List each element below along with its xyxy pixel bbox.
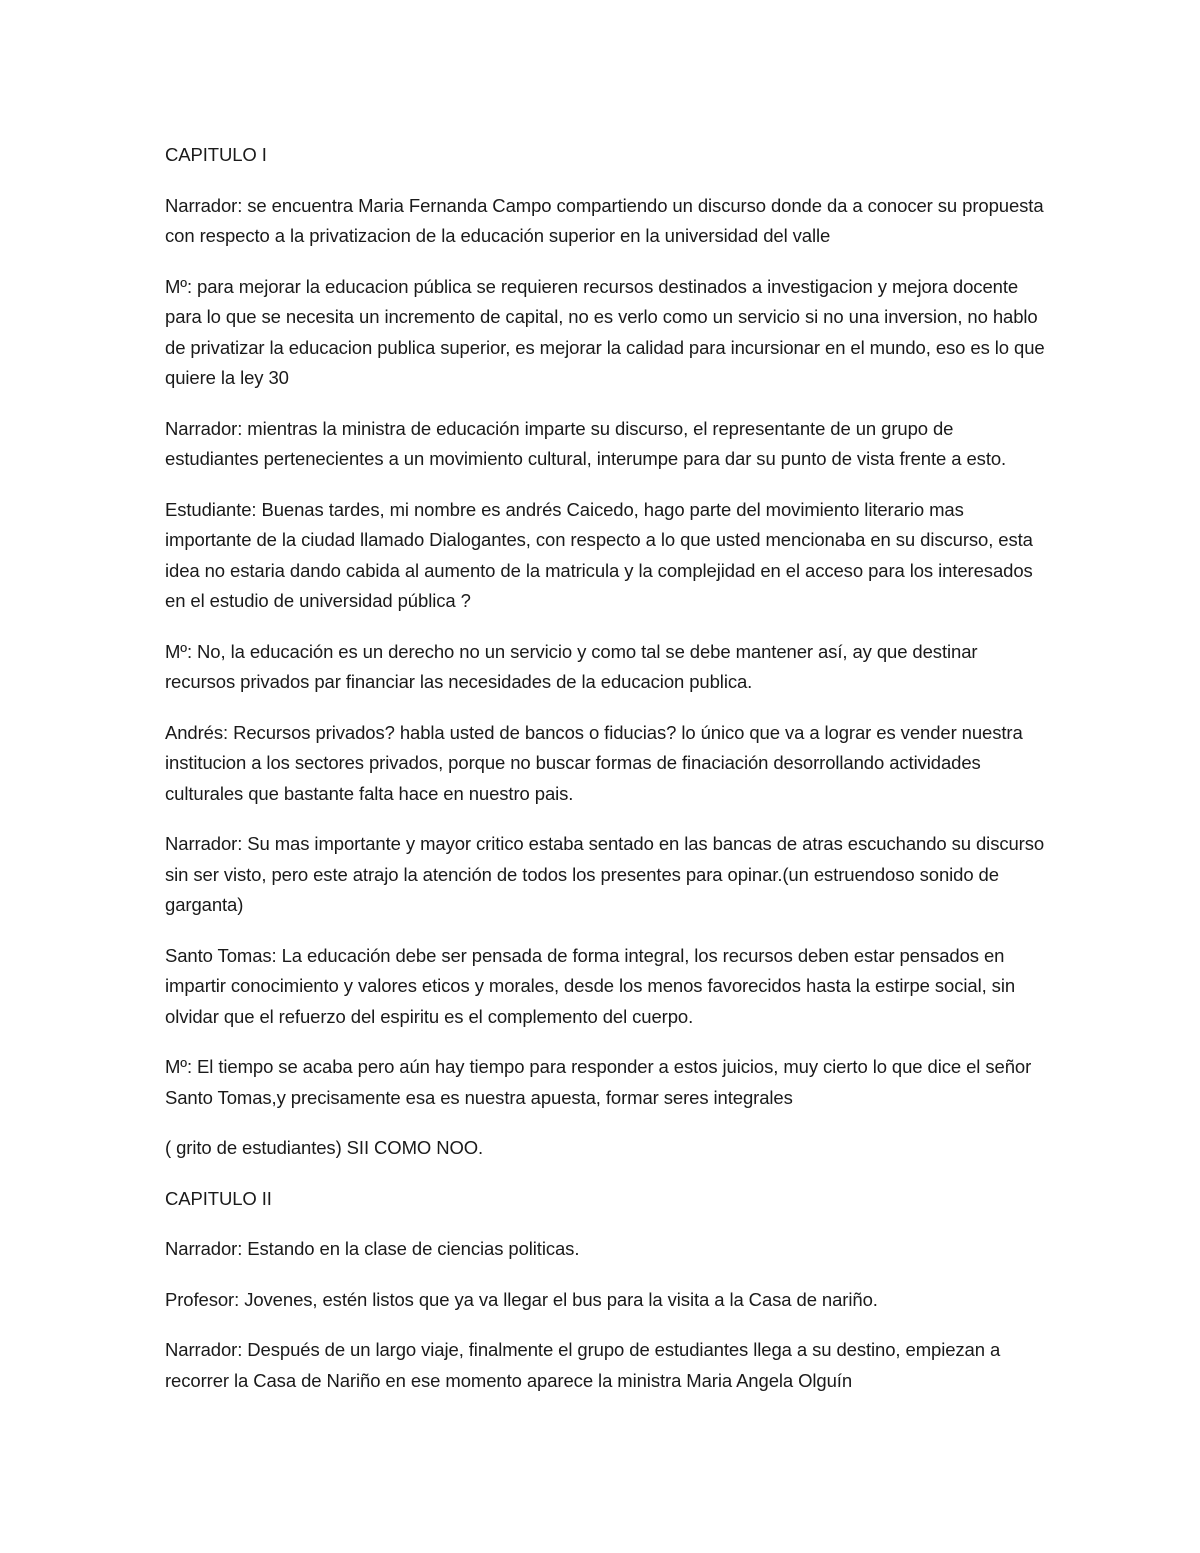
paragraph: Estudiante: Buenas tardes, mi nombre es andrés Caicedo, hago parte del movimiento literario mas importante de la ciudad llamado Dialogantes, con respecto a lo que usted mencionaba en su discurso, esta idea no estaria dando cabida al aumento de la matricula y la complejidad en el acceso para los interesados en el estudio de universidad pública ? (165, 498, 1033, 611)
paragraph: Mº: No, la educación es un derecho no un servicio y como tal se debe mantener así, ay que destinar recursos privados par financiar las necesidades de la educacion publica. (165, 640, 978, 692)
paragraph: Mº: para mejorar la educacion pública se requieren recursos destinados a investigacion y mejora docente para lo que se necesita un incremento de capital, no es verlo como un servicio si no una inversion, no hablo de privatizar la educacion publica superior, es mejorar la calidad para incursionar en el mundo, eso es lo que quiere la ley 30 (165, 275, 1045, 388)
paragraph: Narrador: Estando en la clase de ciencias politicas. (165, 1238, 580, 1259)
paragraph: Narrador: mientras la ministra de educación imparte su discurso, el representante de un grupo de estudiantes pertenecientes a un movimiento cultural, interumpe para dar su punto de vista frente a esto. (165, 417, 1007, 469)
paragraph: Narrador: Su mas importante y mayor critico estaba sentado en las bancas de atras escuchando su discurso sin ser visto, pero este atrajo la atención de todos los presentes para opinar.(un estruendoso sonido de garganta) (165, 833, 1045, 915)
paragraph: Narrador: Después de un largo viaje, finalmente el grupo de estudiantes llega a su destino, empiezan a recorrer la Casa de Nariño en ese momento aparece la ministra Maria Angela Olguín (165, 1339, 1001, 1391)
paragraph: Santo Tomas: La educación debe ser pensada de forma integral, los recursos deben estar pensados en impartir conocimiento y valores eticos y morales, desde los menos favorecidos hasta la estirpe social, sin olvidar que el refuerzo del espiritu es el complemento del cuerpo. (165, 944, 1016, 1027)
paragraph: Mº: El tiempo se acaba pero aún hay tiempo para responder a estos juicios, muy cierto lo que dice el señor Santo Tomas,y precisamente esa es nuestra apuesta, formar seres integrales (165, 1056, 1032, 1108)
document-page (165, 140, 1045, 1416)
chapter-heading: CAPITULO I (165, 144, 267, 165)
paragraph: Narrador: se encuentra Maria Fernanda Campo compartiendo un discurso donde da a conocer su propuesta con respecto a la privatizacion de la educación superior en la universidad del valle (165, 194, 1044, 246)
paragraph: Andrés: Recursos privados? habla usted de bancos o fiducias? lo único que va a lograr es vender nuestra institucion a los sectores privados, porque no buscar formas de finaciación desorrollando actividades culturales que bastante falta hace en nuestro pais. (165, 721, 1023, 804)
paragraph: ( grito de estudiantes) SII COMO NOO. (165, 1137, 484, 1158)
chapter-heading: CAPITULO II (165, 1187, 272, 1209)
paragraph: Profesor: Jovenes, estén listos que ya va llegar el bus para la visita a la Casa de nariño. (165, 1288, 878, 1310)
